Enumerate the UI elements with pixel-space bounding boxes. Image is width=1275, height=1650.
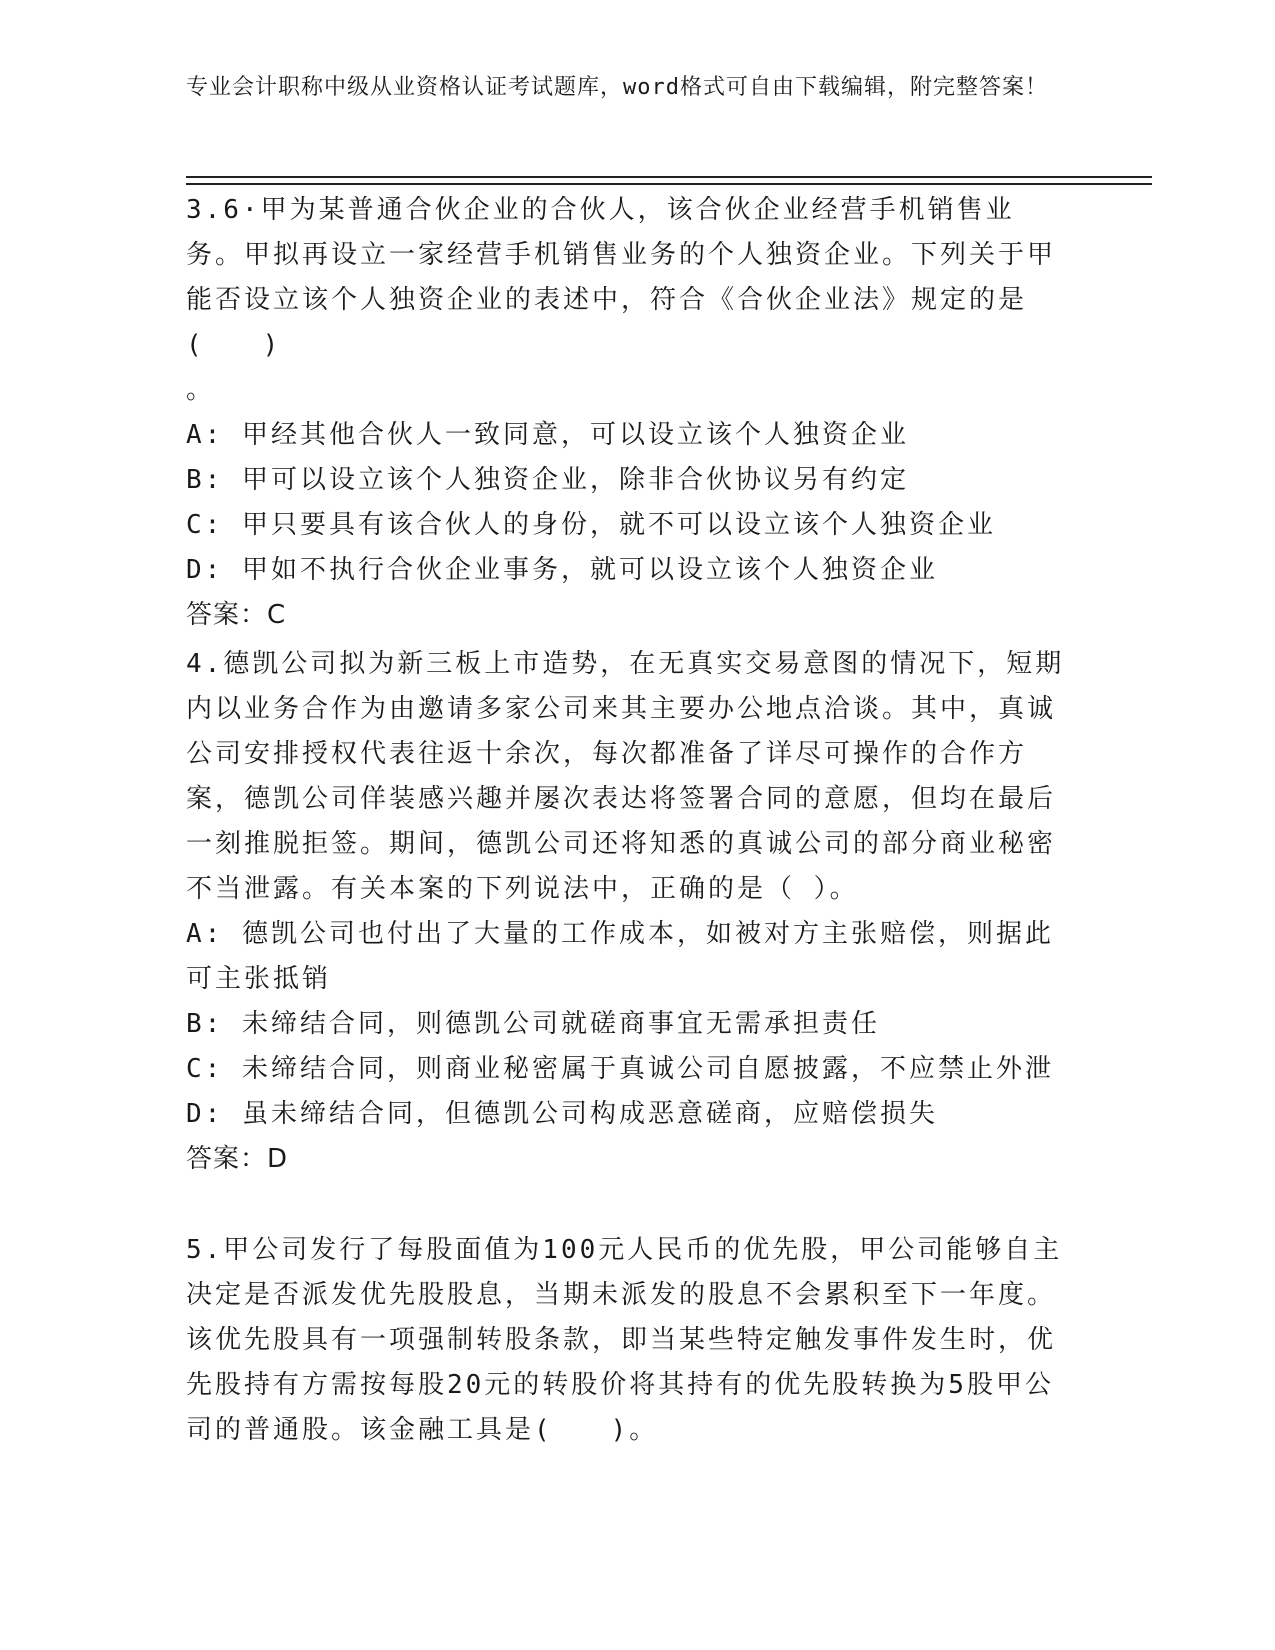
document-header: 专业会计职称中级从业资格认证考试题库，word格式可自由下载编辑，附完整答案！ (186, 75, 1048, 100)
header-divider-top (186, 176, 1152, 178)
option-a: A: 甲经其他合伙人一致同意，可以设立该个人独资企业 (186, 420, 909, 450)
option-d: D: 甲如不执行合伙企业事务，就可以设立该个人独资企业 (186, 555, 938, 585)
answer-line: 答案：C (186, 600, 287, 630)
option-c: C: 未缔结合同，则商业秘密属于真诚公司自愿披露，不应禁止外泄 (186, 1054, 1054, 1084)
question-stem: 5.甲公司发行了每股面值为100元人民币的优先股，甲公司能够自主决定是否派发优先股股息，当期未派发的股息不会累积至下一年度。该优先股具有一项强制转股条款，即当某些特定触发事件发生时，优先股持有方需按每股20元的转股价将其持有的优先股转换为5股甲公司的普通股。该金融工具是( )。 (186, 1235, 1063, 1445)
option-b: B: 未缔结合同，则德凯公司就磋商事宜无需承担责任 (186, 1009, 880, 1039)
option-b: B: 甲可以设立该个人独资企业，除非合伙协议另有约定 (186, 465, 909, 495)
question-stem: 4.德凯公司拟为新三板上市造势，在无真实交易意图的情况下，短期内以业务合作为由邀请多家公司来其主要办公地点洽谈。其中，真诚公司安排授权代表往返十余次，每次都准备了详尽可操作的合作方案，德凯公司佯装感兴趣并屡次表达将签署合同的意愿，但均在最后一刻推脱拒签。期间，德凯公司还将知悉的真诚公司的部分商业秘密不当泄露。有关本案的下列说法中，正确的是（ ）。 (186, 649, 1065, 904)
question-stem: 3.6·甲为某普通合伙企业的合伙人，该合伙企业经营手机销售业务。甲拟再设立一家经营手机销售业务的个人独资企业。下列关于甲能否设立该个人独资企业的表述中，符合《合伙企业法》规定的是( ) 。 (186, 195, 1057, 405)
option-d: D: 虽未缔结合同，但德凯公司构成恶意磋商，应赔偿损失 (186, 1099, 938, 1129)
answer-line: 答案：D (186, 1144, 289, 1174)
question-block (186, 188, 1066, 638)
header-divider-bottom (186, 183, 1152, 185)
question-block (186, 642, 1066, 1182)
option-c: C: 甲只要具有该合伙人的身份，就不可以设立该个人独资企业 (186, 510, 996, 540)
question-block (186, 1228, 1066, 1453)
option-a: A: 德凯公司也付出了大量的工作成本，如被对方主张赔偿，则据此可主张抵销 (186, 919, 1054, 994)
